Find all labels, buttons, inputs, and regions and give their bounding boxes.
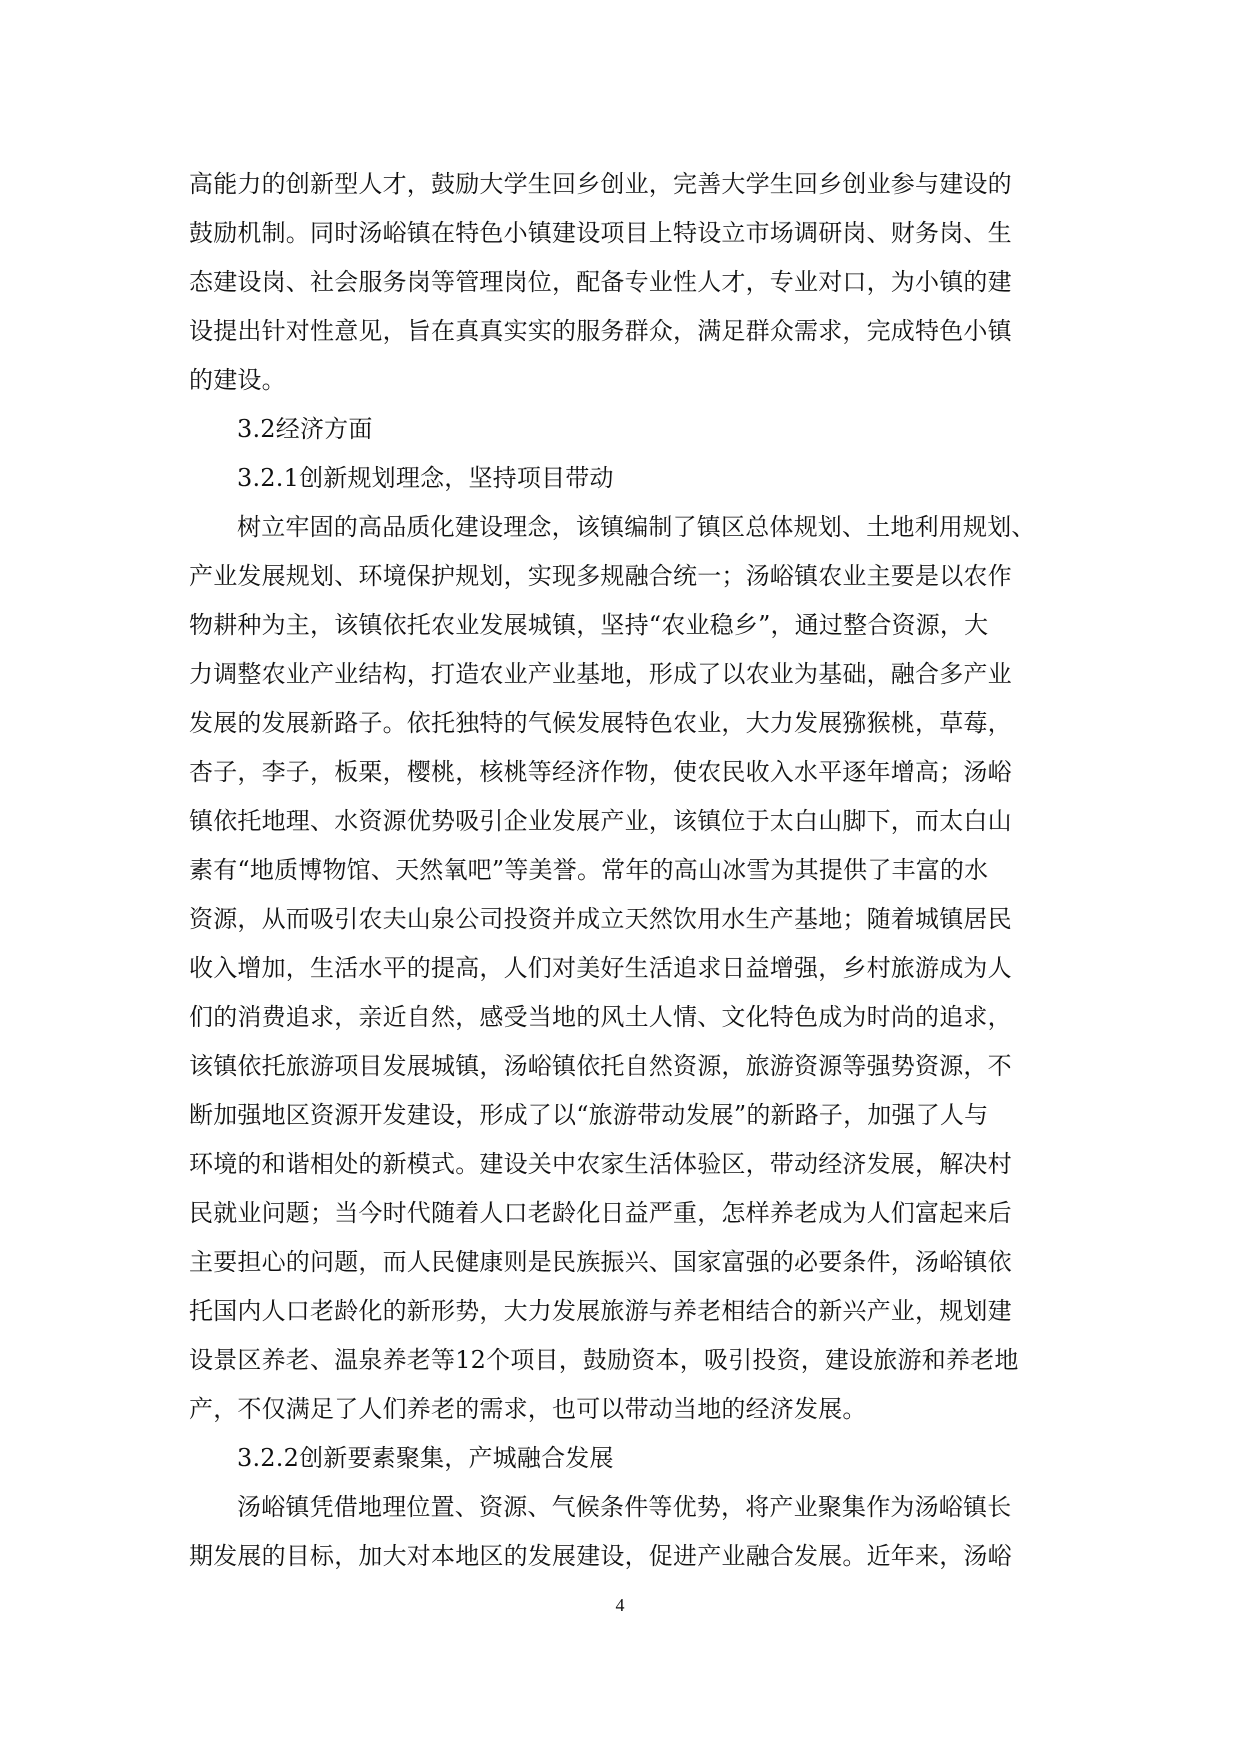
text-line: 态建设岗、社会服务岗等管理岗位，配备专业性人才，专业对口，为小镇的建 (189, 268, 1012, 296)
text-line: 产业发展规划、环境保护规划，实现多规融合统一；汤峪镇农业主要是以农作 (189, 562, 1012, 590)
text-line: 产，不仅满足了人们养老的需求，也可以带动当地的经济发展。 (189, 1395, 867, 1423)
text-line: 杏子，李子，板栗，樱桃，核桃等经济作物，使农民收入水平逐年增高；汤峪 (189, 758, 1012, 786)
text-line: 们的消费追求，亲近自然，感受当地的风土人情、文化特色成为时尚的追求， (189, 1003, 1012, 1031)
text-line: 设提出针对性意见，旨在真真实实的服务群众，满足群众需求，完成特色小镇 (189, 317, 1012, 345)
body-text (189, 160, 1059, 1581)
text-line: 高能力的创新型人才，鼓励大学生回乡创业，完善大学生回乡创业参与建设的 (189, 170, 1012, 198)
text-line: 素有“地质博物馆、天然氧吧”等美誉。常年的高山冰雪为其提供了丰富的水 (189, 856, 989, 884)
page-number: 4 (615, 1595, 625, 1615)
text-line: 该镇依托旅游项目发展城镇，汤峪镇依托自然资源，旅游资源等强势资源，不 (189, 1052, 1012, 1080)
text-line: 的建设。 (189, 366, 286, 394)
text-line: 发展的发展新路子。依托独特的气候发展特色农业，大力发展猕猴桃，草莓， (189, 709, 1012, 737)
paragraph-first-line: 树立牢固的高品质化建设理念，该镇编制了镇区总体规划、土地利用规划、 (237, 513, 1036, 541)
text-line: 断加强地区资源开发建设，形成了以“旅游带动发展”的新路子，加强了人与 (189, 1101, 989, 1129)
text-line: 收入增加，生活水平的提高，人们对美好生活追求日益增强，乡村旅游成为人 (189, 954, 1012, 982)
text-line: 资源，从而吸引农夫山泉公司投资并成立天然饮用水生产基地；随着城镇居民 (189, 905, 1012, 933)
text-line: 设景区养老、温泉养老等12个项目，鼓励资本，吸引投资，建设旅游和养老地 (189, 1346, 1019, 1374)
text-line: 物耕种为主，该镇依托农业发展城镇，坚持“农业稳乡”，通过整合资源，大 (189, 611, 989, 639)
text-line: 环境的和谐相处的新模式。建设关中农家生活体验区，带动经济发展，解决村 (189, 1150, 1012, 1178)
text-line: 鼓励机制。同时汤峪镇在特色小镇建设项目上特设立市场调研岗、财务岗、生 (189, 219, 1012, 247)
text-line: 期发展的目标，加大对本地区的发展建设，促进产业融合发展。近年来，汤峪 (189, 1542, 1012, 1570)
text-line: 主要担心的问题，而人民健康则是民族振兴、国家富强的必要条件，汤峪镇依 (189, 1248, 1012, 1276)
subsection-heading: 3.2.1创新规划理念，坚持项目带动 (237, 464, 614, 492)
text-line: 力调整农业产业结构，打造农业产业基地，形成了以农业为基础，融合多产业 (189, 660, 1012, 688)
text-line: 镇依托地理、水资源优势吸引企业发展产业，该镇位于太白山脚下，而太白山 (189, 807, 1012, 835)
section-heading: 3.2经济方面 (237, 415, 373, 443)
text-line: 民就业问题；当今时代随着人口老龄化日益严重，怎样养老成为人们富起来后 (189, 1199, 1012, 1227)
paragraph-first-line: 汤峪镇凭借地理位置、资源、气候条件等优势，将产业聚集作为汤峪镇长 (237, 1493, 1012, 1521)
subsection-heading: 3.2.2创新要素聚集，产城融合发展 (237, 1444, 614, 1472)
text-line: 托国内人口老龄化的新形势，大力发展旅游与养老相结合的新兴产业，规划建 (189, 1297, 1012, 1325)
